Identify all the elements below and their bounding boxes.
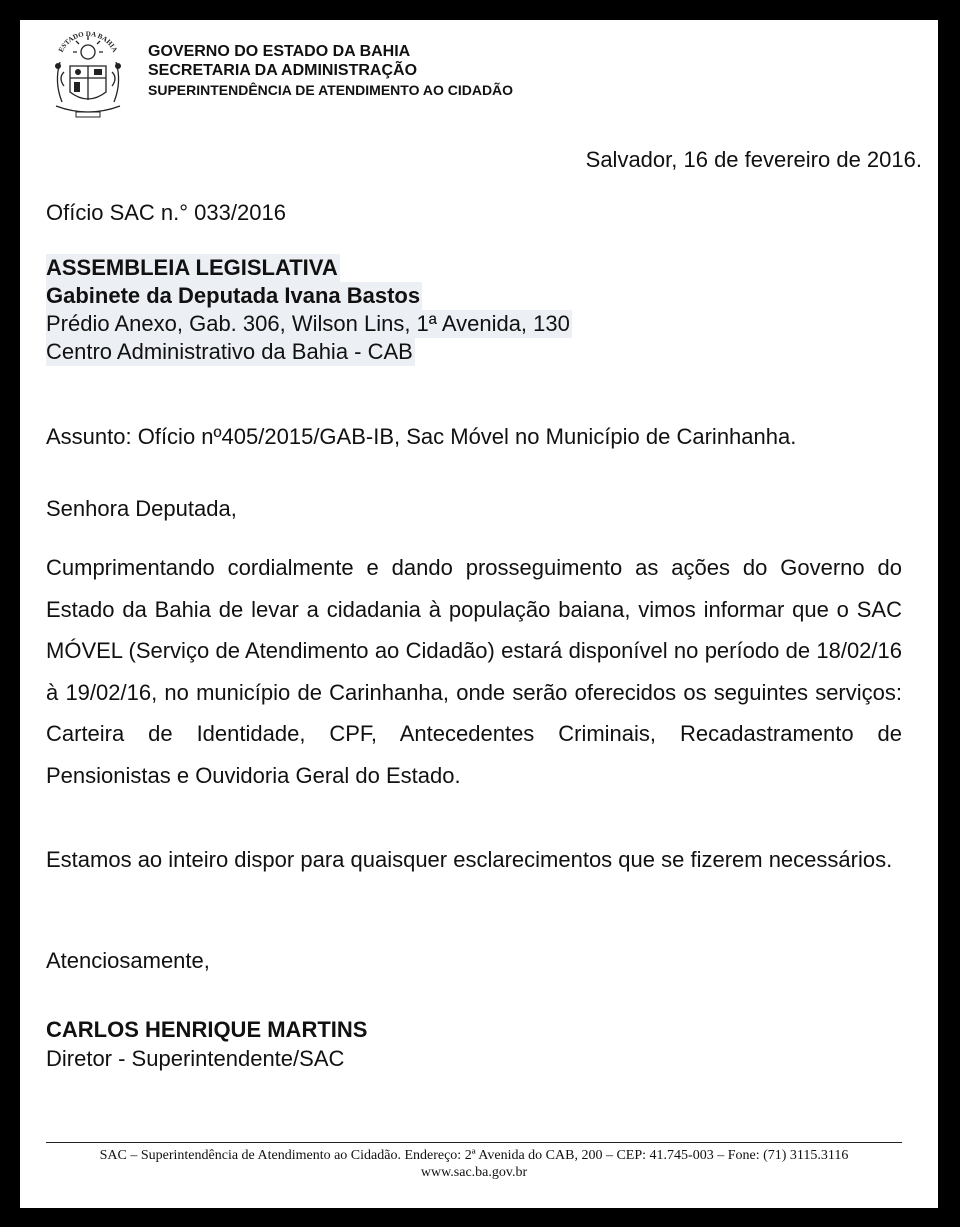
body-paragraph-1: Cumprimentando cordialmente e dando prosseguimento as ações do Governo do Estado da Bahia de levar a cidadania à população baiana, vimos informar que o SAC MÓVEL (Serviço de Atendimento ao Cidadão) estará disponível no período de 18/02/16 à 19/02/16, no município de Carinhanha, onde serão oferecidos os seguintes serviços: Carteira de Identidade, CPF, Antecedentes Criminais, Recadastramento de Pensionistas e Ouvidoria Geral do Estado. [46,555,902,788]
svg-text:ESTADO DA BAHIA: ESTADO DA BAHIA [57,29,119,54]
header-government: GOVERNO DO ESTADO DA BAHIA [148,43,411,60]
letter-salutation: Senhora Deputada, [46,496,237,521]
footer [46,1147,902,1181]
recipient-institution: ASSEMBLEIA LEGISLATIVA [46,255,338,280]
footer-divider [46,1142,902,1143]
letter-closing: Atenciosamente, [46,948,210,973]
bahia-state-seal-icon [46,22,130,122]
footer-address: SAC – Superintendência de Atendimento ao Cidadão. Endereço: 2ª Avenida do CAB, 200 – CEP: 41.745-003 – Fone: (71) 3115.3116 [99,1148,849,1163]
footer-website: www.sac.ba.gov.br [420,1165,528,1180]
recipient-block [46,254,572,366]
recipient-address: Prédio Anexo, Gab. 306, Wilson Lins, 1ª Avenida, 130 [46,311,570,336]
letter-date: Salvador, 16 de fevereiro de 2016. [585,147,922,172]
header-superintendence: SUPERINTENDÊNCIA DE ATENDIMENTO AO CIDADÃO [148,82,514,98]
header-secretariat: SECRETARIA DA ADMINISTRAÇÃO [148,62,418,79]
letter-reference: Ofício SAC n.° 033/2016 [46,200,286,225]
signer-role: Diretor - Superintendente/SAC [46,1046,345,1071]
letter-subject: Assunto: Ofício nº405/2015/GAB-IB, Sac Móvel no Município de Carinhanha. [46,424,797,449]
recipient-office: Gabinete da Deputada Ivana Bastos [46,283,421,308]
body-paragraph-2: Estamos ao inteiro dispor para quaisquer esclarecimentos que se fizerem necessários. [46,847,893,872]
letter-page [20,20,938,1208]
signer-name: CARLOS HENRIQUE MARTINS [46,1017,368,1042]
recipient-location: Centro Administrativo da Bahia - CAB [46,339,413,364]
